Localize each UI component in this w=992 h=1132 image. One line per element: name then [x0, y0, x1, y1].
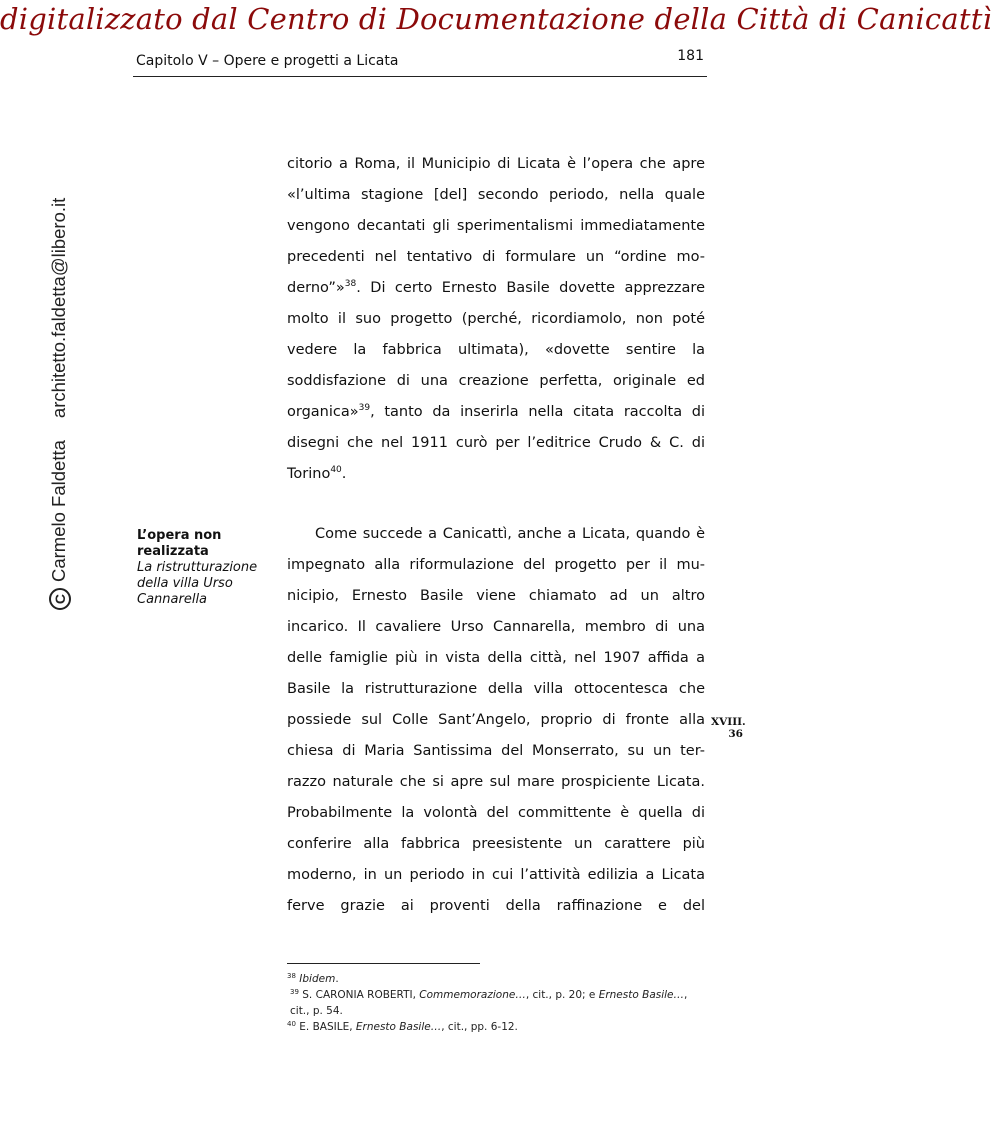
text-line: possiede sul Colle Sant’Angelo, proprio di fronte alla — [287, 712, 705, 728]
side-heading: L’opera non realizzata — [137, 528, 222, 559]
text-span: derno”» — [287, 280, 345, 296]
footnote-number: 38 — [287, 972, 296, 980]
footnote-ref-39: 39 — [358, 403, 371, 413]
footnote-text: , cit., pp. 6-12. — [441, 1021, 518, 1033]
page-number: 181 — [677, 48, 704, 64]
copyright-email: architetto.faldetta@libero.it — [48, 197, 69, 419]
footnote-title: Commemorazione… — [419, 989, 526, 1001]
footnote-text: E. BASILE, — [299, 1021, 356, 1033]
margin-ref-number: 36 — [728, 728, 743, 740]
text-line: chiesa di Maria Santissima del Monserrato, su un ter- — [287, 743, 705, 759]
copyright-notice — [48, 198, 71, 610]
copyright-icon: C — [49, 588, 71, 610]
margin-heading — [137, 528, 262, 608]
text-span: organica» — [287, 404, 359, 420]
footnote-39 — [287, 987, 707, 1019]
text-line — [287, 397, 705, 428]
footnote-title: Ibidem — [299, 973, 336, 985]
margin-ref-section: XVIII. — [711, 716, 746, 728]
digitization-watermark: digitalizzato dal Centro di Documentazione della Città di Canicattì — [0, 2, 992, 36]
text-line: vedere la fabbrica ultimata), «dovette sentire la — [287, 342, 705, 358]
text-line: soddisfazione di una creazione perfetta, originale ed — [287, 373, 705, 389]
text-line — [287, 273, 705, 304]
footnote-number: 40 — [287, 1020, 296, 1028]
text-line: «l’ultima stagione [del] secondo periodo, nella quale — [287, 187, 705, 203]
text-line — [287, 459, 705, 490]
footnote-text: S. CARONIA ROBERTI, — [302, 989, 420, 1001]
footnote-text: , cit., p. 20; e — [525, 989, 599, 1001]
footnote-40 — [287, 1019, 707, 1035]
footnote-38 — [287, 971, 707, 987]
text-line: incarico. Il cavaliere Urso Cannarella, membro di una — [287, 619, 705, 635]
text-line: razzo naturale che si apre sul mare prospiciente Licata. — [287, 774, 705, 790]
text-span: Torino — [287, 466, 331, 482]
running-header — [133, 40, 707, 77]
text-span: . Di certo Ernesto Basile dovette apprezzare — [356, 280, 705, 296]
text-line: Come succede a Canicattì, anche a Licata, quando è — [315, 526, 705, 542]
paragraph-villa-urso — [287, 519, 705, 922]
side-subtitle: La ristrutturazione della villa Urso Cannarella — [137, 560, 258, 607]
text-line: vengono decantati gli sperimentalismi immediatamente — [287, 218, 705, 234]
footnote-divider — [287, 963, 480, 964]
text-line: impegnato alla riformulazione del progetto per il mu- — [287, 557, 705, 573]
text-line: molto il suo progetto (perché, ricordiamolo, non poté — [287, 311, 705, 327]
footnote-ref-40: 40 — [330, 465, 342, 475]
text-line: delle famiglie più in vista della città, nel 1907 affida a — [287, 650, 705, 666]
text-line: Basile la ristrutturazione della villa ottocentesca che — [287, 681, 705, 697]
text-line: conferire alla fabbrica preesistente un carattere più — [287, 836, 705, 852]
text-line: citorio a Roma, il Municipio di Licata è l’opera che apre — [287, 156, 705, 172]
text-line: ferve grazie ai proventi della raffinazione e del — [287, 898, 705, 914]
footnote-text: . — [335, 973, 339, 985]
margin-reference — [711, 716, 746, 740]
text-line: disegni che nel 1911 curò per l’editrice Crudo & C. di — [287, 435, 705, 451]
text-line: nicipio, Ernesto Basile viene chiamato ad un altro — [287, 588, 705, 604]
footnote-text: , cit., p. 54. — [290, 989, 688, 1017]
copyright-author: Carmelo Faldetta — [48, 440, 69, 582]
text-span: , tanto da inserirla nella citata raccolta di — [370, 404, 705, 420]
text-line: Probabilmente la volontà del committente è quella di — [287, 805, 705, 821]
paragraph-continued — [287, 149, 705, 490]
chapter-title: Capitolo V – Opere e progetti a Licata — [136, 53, 399, 69]
footnotes — [287, 971, 707, 1035]
footnote-number: 39 — [290, 988, 299, 996]
text-span: . — [341, 466, 347, 482]
text-line: moderno, in un periodo in cui l’attività edilizia a Licata — [287, 867, 705, 883]
text-line: precedenti nel tentativo di formulare un “ordine mo- — [287, 249, 705, 265]
footnote-title: Ernesto Basile… — [598, 989, 685, 1001]
footnote-ref-38: 38 — [344, 279, 357, 289]
footnote-title: Ernesto Basile… — [355, 1021, 442, 1033]
